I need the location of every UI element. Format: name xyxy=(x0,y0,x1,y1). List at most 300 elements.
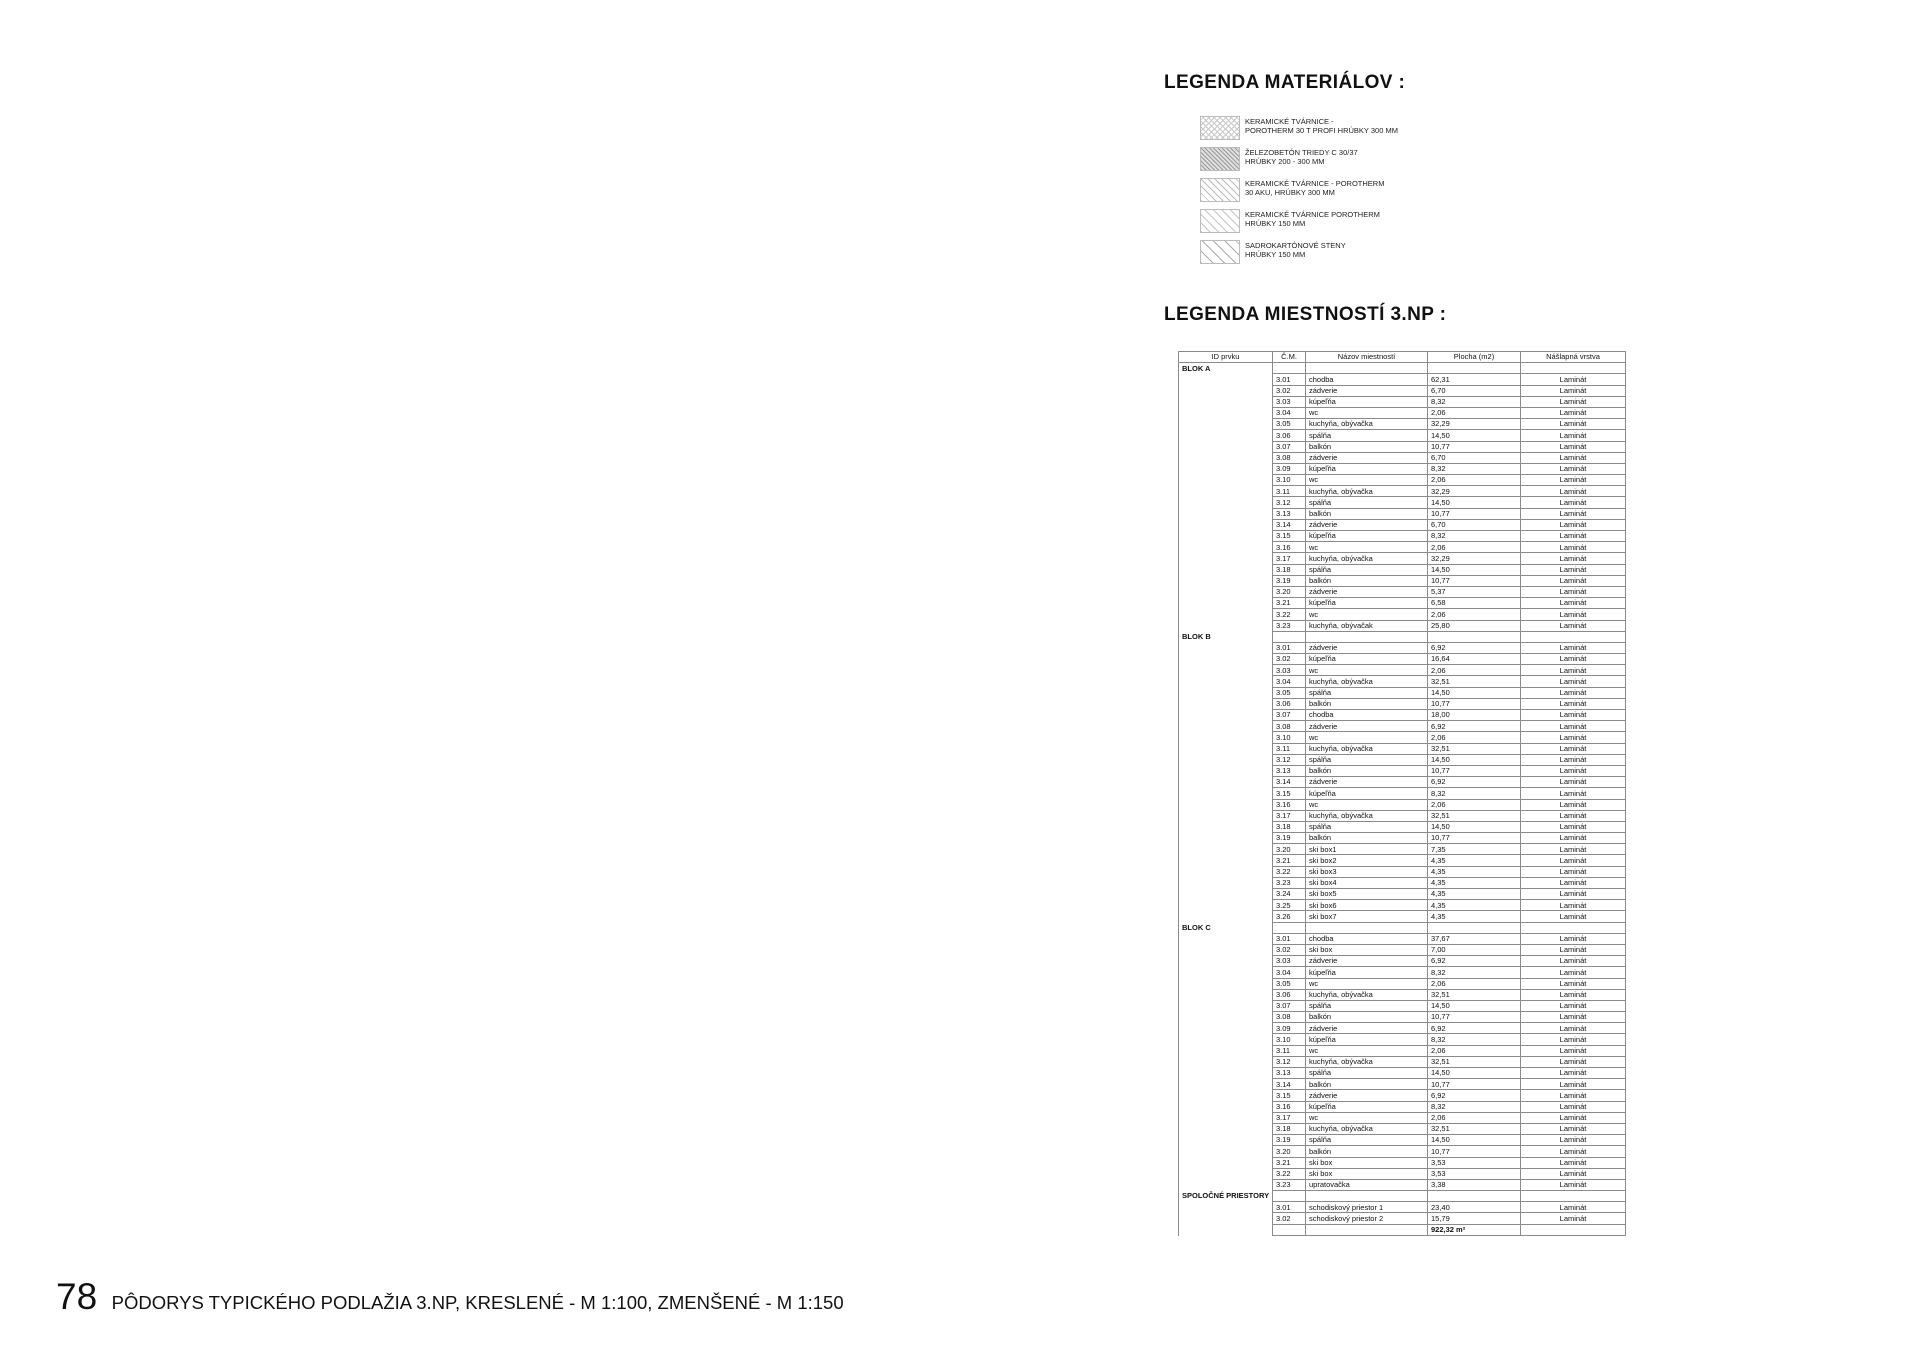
empty-cell xyxy=(1179,452,1273,463)
room-number: 3.01 xyxy=(1273,374,1306,385)
empty-cell xyxy=(1273,631,1306,642)
room-number: 3.02 xyxy=(1273,944,1306,955)
table-row xyxy=(1179,508,1626,519)
room-name: kúpeľňa xyxy=(1306,788,1428,799)
empty-cell xyxy=(1306,1191,1428,1202)
room-floor-layer: Laminát xyxy=(1521,765,1626,776)
room-number: 3.02 xyxy=(1273,1213,1306,1224)
table-row xyxy=(1179,519,1626,530)
room-area: 6,92 xyxy=(1428,777,1521,788)
room-number: 3.12 xyxy=(1273,497,1306,508)
room-number: 3.25 xyxy=(1273,900,1306,911)
table-row xyxy=(1179,620,1626,631)
room-name: ski box7 xyxy=(1306,911,1428,922)
material-legend-item xyxy=(1200,209,1460,240)
room-name: kuchyňa, obývačka xyxy=(1306,553,1428,564)
room-name: ski box3 xyxy=(1306,866,1428,877)
room-floor-layer: Laminát xyxy=(1521,407,1626,418)
room-name: zádverie xyxy=(1306,586,1428,597)
room-floor-layer: Laminát xyxy=(1521,654,1626,665)
room-number: 3.26 xyxy=(1273,911,1306,922)
room-area: 3,53 xyxy=(1428,1168,1521,1179)
room-name: kuchyňa, obývačka xyxy=(1306,743,1428,754)
table-row xyxy=(1179,497,1626,508)
room-area: 8,32 xyxy=(1428,531,1521,542)
material-description-line: ŽELEZOBETÓN TRIEDY C 30/37 xyxy=(1245,148,1358,157)
empty-cell xyxy=(1521,922,1626,933)
table-row xyxy=(1179,743,1626,754)
table-row xyxy=(1179,1068,1626,1079)
rooms-table xyxy=(1178,351,1626,1236)
room-floor-layer: Laminát xyxy=(1521,1000,1626,1011)
room-number: 3.20 xyxy=(1273,586,1306,597)
room-number: 3.19 xyxy=(1273,575,1306,586)
room-floor-layer: Laminát xyxy=(1521,1068,1626,1079)
room-name: kuchyňa, obývačka xyxy=(1306,676,1428,687)
empty-cell xyxy=(1179,799,1273,810)
room-number: 3.22 xyxy=(1273,866,1306,877)
hatch-pattern-swatch xyxy=(1200,240,1240,264)
empty-cell xyxy=(1179,419,1273,430)
room-floor-layer: Laminát xyxy=(1521,821,1626,832)
empty-cell xyxy=(1179,519,1273,530)
table-row xyxy=(1179,654,1626,665)
room-name: kuchyňa, obývačka xyxy=(1306,419,1428,430)
room-area: 32,29 xyxy=(1428,486,1521,497)
room-floor-layer: Laminát xyxy=(1521,911,1626,922)
empty-cell xyxy=(1179,1068,1273,1079)
table-row xyxy=(1179,1045,1626,1056)
room-floor-layer: Laminát xyxy=(1521,1112,1626,1123)
block-header-row xyxy=(1179,922,1626,933)
room-floor-layer: Laminát xyxy=(1521,754,1626,765)
table-row xyxy=(1179,1012,1626,1023)
room-area: 62,31 xyxy=(1428,374,1521,385)
empty-cell xyxy=(1179,598,1273,609)
empty-cell xyxy=(1179,430,1273,441)
room-name: chodba xyxy=(1306,374,1428,385)
table-row xyxy=(1179,1079,1626,1090)
block-name: SPOLOČNÉ PRIESTORY xyxy=(1179,1191,1273,1202)
room-number: 3.19 xyxy=(1273,833,1306,844)
room-number: 3.20 xyxy=(1273,1146,1306,1157)
room-number: 3.18 xyxy=(1273,821,1306,832)
total-area: 922,32 m² xyxy=(1428,1224,1521,1235)
room-area: 10,77 xyxy=(1428,441,1521,452)
empty-cell xyxy=(1179,497,1273,508)
room-number: 3.23 xyxy=(1273,877,1306,888)
room-floor-layer: Laminát xyxy=(1521,900,1626,911)
room-number: 3.09 xyxy=(1273,463,1306,474)
empty-cell xyxy=(1179,743,1273,754)
table-row xyxy=(1179,788,1626,799)
hatch-pattern-swatch xyxy=(1200,147,1240,171)
room-area: 7,00 xyxy=(1428,944,1521,955)
empty-cell xyxy=(1179,956,1273,967)
room-area: 32,51 xyxy=(1428,1123,1521,1134)
table-row xyxy=(1179,967,1626,978)
room-area: 8,32 xyxy=(1428,788,1521,799)
table-row xyxy=(1179,900,1626,911)
materials-legend-heading: LEGENDA MATERIÁLOV : xyxy=(1164,72,1406,93)
room-name: wc xyxy=(1306,407,1428,418)
empty-cell xyxy=(1179,732,1273,743)
room-number: 3.13 xyxy=(1273,765,1306,776)
table-row xyxy=(1179,1101,1626,1112)
empty-cell xyxy=(1179,855,1273,866)
empty-cell xyxy=(1179,1224,1273,1235)
rooms-table-body xyxy=(1179,363,1626,1236)
room-area: 2,06 xyxy=(1428,609,1521,620)
room-floor-layer: Laminát xyxy=(1521,452,1626,463)
table-row xyxy=(1179,441,1626,452)
room-number: 3.08 xyxy=(1273,721,1306,732)
table-row xyxy=(1179,721,1626,732)
empty-cell xyxy=(1179,821,1273,832)
empty-cell xyxy=(1179,810,1273,821)
room-name: ski box1 xyxy=(1306,844,1428,855)
room-floor-layer: Laminát xyxy=(1521,385,1626,396)
table-row xyxy=(1179,911,1626,922)
room-area: 2,06 xyxy=(1428,407,1521,418)
room-floor-layer: Laminát xyxy=(1521,1034,1626,1045)
table-row xyxy=(1179,956,1626,967)
room-area: 6,70 xyxy=(1428,519,1521,530)
room-area: 10,77 xyxy=(1428,765,1521,776)
column-header-id: ID prvku xyxy=(1179,352,1273,363)
room-name: wc xyxy=(1306,978,1428,989)
room-name: kuchyňa, obývačka xyxy=(1306,486,1428,497)
room-number: 3.18 xyxy=(1273,1123,1306,1134)
room-floor-layer: Laminát xyxy=(1521,620,1626,631)
room-name: balkón xyxy=(1306,1012,1428,1023)
room-floor-layer: Laminát xyxy=(1521,497,1626,508)
room-floor-layer: Laminát xyxy=(1521,833,1626,844)
room-name: ski box xyxy=(1306,1168,1428,1179)
room-floor-layer: Laminát xyxy=(1521,430,1626,441)
table-row xyxy=(1179,676,1626,687)
room-name: balkón xyxy=(1306,698,1428,709)
room-area: 10,77 xyxy=(1428,698,1521,709)
empty-cell xyxy=(1179,374,1273,385)
room-area: 14,50 xyxy=(1428,497,1521,508)
room-name: kúpeľňa xyxy=(1306,654,1428,665)
room-area: 5,37 xyxy=(1428,586,1521,597)
material-legend-item xyxy=(1200,116,1460,147)
room-area: 8,32 xyxy=(1428,967,1521,978)
room-number: 3.14 xyxy=(1273,1079,1306,1090)
room-area: 14,50 xyxy=(1428,1135,1521,1146)
hatch-pattern-swatch xyxy=(1200,116,1240,140)
room-floor-layer: Laminát xyxy=(1521,519,1626,530)
empty-cell xyxy=(1179,1123,1273,1134)
room-name: wc xyxy=(1306,799,1428,810)
room-name: kúpeľňa xyxy=(1306,1034,1428,1045)
empty-cell xyxy=(1179,385,1273,396)
table-row xyxy=(1179,407,1626,418)
room-name: ski box2 xyxy=(1306,855,1428,866)
room-floor-layer: Laminát xyxy=(1521,978,1626,989)
room-name: zádverie xyxy=(1306,452,1428,463)
room-number: 3.20 xyxy=(1273,844,1306,855)
room-number: 3.17 xyxy=(1273,553,1306,564)
room-number: 3.05 xyxy=(1273,978,1306,989)
room-name: wc xyxy=(1306,1112,1428,1123)
empty-cell xyxy=(1179,1135,1273,1146)
room-number: 3.11 xyxy=(1273,486,1306,497)
room-number: 3.16 xyxy=(1273,542,1306,553)
empty-cell xyxy=(1179,777,1273,788)
empty-cell xyxy=(1179,933,1273,944)
total-row xyxy=(1179,1224,1626,1235)
empty-cell xyxy=(1179,687,1273,698)
empty-cell xyxy=(1179,508,1273,519)
empty-cell xyxy=(1521,1224,1626,1235)
room-floor-layer: Laminát xyxy=(1521,1079,1626,1090)
material-description xyxy=(1245,240,1346,259)
table-row xyxy=(1179,1023,1626,1034)
empty-cell xyxy=(1179,396,1273,407)
room-floor-layer: Laminát xyxy=(1521,777,1626,788)
block-header-row xyxy=(1179,363,1626,374)
room-floor-layer: Laminát xyxy=(1521,374,1626,385)
room-number: 3.07 xyxy=(1273,441,1306,452)
room-name: spálňa xyxy=(1306,564,1428,575)
column-header-room-name: Názov miestností xyxy=(1306,352,1428,363)
room-number: 3.16 xyxy=(1273,799,1306,810)
room-area: 32,51 xyxy=(1428,676,1521,687)
room-floor-layer: Laminát xyxy=(1521,586,1626,597)
room-number: 3.24 xyxy=(1273,889,1306,900)
room-area: 7,35 xyxy=(1428,844,1521,855)
room-name: spálňa xyxy=(1306,821,1428,832)
room-area: 2,06 xyxy=(1428,542,1521,553)
table-row xyxy=(1179,463,1626,474)
empty-cell xyxy=(1273,1191,1306,1202)
table-row xyxy=(1179,553,1626,564)
room-floor-layer: Laminát xyxy=(1521,889,1626,900)
room-area: 10,77 xyxy=(1428,575,1521,586)
empty-cell xyxy=(1179,1023,1273,1034)
room-number: 3.23 xyxy=(1273,1179,1306,1190)
room-name: kúpeľňa xyxy=(1306,396,1428,407)
material-description-line: HRÚBKY 200 - 300 MM xyxy=(1245,157,1325,166)
room-area: 6,92 xyxy=(1428,956,1521,967)
room-floor-layer: Laminát xyxy=(1521,732,1626,743)
room-number: 3.17 xyxy=(1273,810,1306,821)
room-name: balkón xyxy=(1306,765,1428,776)
room-number: 3.11 xyxy=(1273,1045,1306,1056)
table-row xyxy=(1179,1146,1626,1157)
room-name: wc xyxy=(1306,732,1428,743)
empty-cell xyxy=(1428,1191,1521,1202)
room-number: 3.03 xyxy=(1273,956,1306,967)
room-name: kúpeľňa xyxy=(1306,1101,1428,1112)
table-row xyxy=(1179,1168,1626,1179)
room-floor-layer: Laminát xyxy=(1521,1023,1626,1034)
empty-cell xyxy=(1179,1112,1273,1123)
column-header-area: Plocha (m2) xyxy=(1428,352,1521,363)
room-number: 3.21 xyxy=(1273,598,1306,609)
room-number: 3.10 xyxy=(1273,475,1306,486)
empty-cell xyxy=(1179,765,1273,776)
room-area: 2,06 xyxy=(1428,799,1521,810)
room-name: balkón xyxy=(1306,508,1428,519)
empty-cell xyxy=(1521,1191,1626,1202)
room-area: 37,67 xyxy=(1428,933,1521,944)
room-floor-layer: Laminát xyxy=(1521,1012,1626,1023)
room-number: 3.07 xyxy=(1273,710,1306,721)
empty-cell xyxy=(1179,900,1273,911)
room-name: balkón xyxy=(1306,1079,1428,1090)
room-name: kúpeľňa xyxy=(1306,967,1428,978)
room-name: zádverie xyxy=(1306,1090,1428,1101)
room-area: 6,92 xyxy=(1428,1090,1521,1101)
table-row xyxy=(1179,642,1626,653)
empty-cell xyxy=(1179,665,1273,676)
empty-cell xyxy=(1179,698,1273,709)
empty-cell xyxy=(1179,676,1273,687)
room-name: spálňa xyxy=(1306,754,1428,765)
room-area: 8,32 xyxy=(1428,396,1521,407)
empty-cell xyxy=(1179,844,1273,855)
room-floor-layer: Laminát xyxy=(1521,486,1626,497)
room-name: balkón xyxy=(1306,833,1428,844)
empty-cell xyxy=(1179,978,1273,989)
room-floor-layer: Laminát xyxy=(1521,475,1626,486)
empty-cell xyxy=(1179,944,1273,955)
room-floor-layer: Laminát xyxy=(1521,609,1626,620)
room-area: 3,53 xyxy=(1428,1157,1521,1168)
room-area: 32,51 xyxy=(1428,989,1521,1000)
material-description xyxy=(1245,209,1380,228)
table-row xyxy=(1179,1112,1626,1123)
room-number: 3.10 xyxy=(1273,1034,1306,1045)
room-name: upratovačka xyxy=(1306,1179,1428,1190)
room-floor-layer: Laminát xyxy=(1521,1123,1626,1134)
empty-cell xyxy=(1179,754,1273,765)
room-name: spálňa xyxy=(1306,497,1428,508)
room-number: 3.07 xyxy=(1273,1000,1306,1011)
table-row xyxy=(1179,396,1626,407)
empty-cell xyxy=(1179,989,1273,1000)
empty-cell xyxy=(1306,922,1428,933)
room-number: 3.02 xyxy=(1273,654,1306,665)
room-floor-layer: Laminát xyxy=(1521,743,1626,754)
room-number: 3.10 xyxy=(1273,732,1306,743)
room-name: ski box xyxy=(1306,1157,1428,1168)
room-area: 32,51 xyxy=(1428,743,1521,754)
room-name: ski box xyxy=(1306,944,1428,955)
room-number: 3.04 xyxy=(1273,407,1306,418)
room-floor-layer: Laminát xyxy=(1521,1101,1626,1112)
room-area: 25,80 xyxy=(1428,620,1521,631)
room-area: 8,32 xyxy=(1428,463,1521,474)
room-floor-layer: Laminát xyxy=(1521,396,1626,407)
room-name: zádverie xyxy=(1306,519,1428,530)
material-legend-item xyxy=(1200,240,1460,271)
table-row xyxy=(1179,978,1626,989)
room-number: 3.17 xyxy=(1273,1112,1306,1123)
room-name: kúpeľňa xyxy=(1306,598,1428,609)
room-area: 4,35 xyxy=(1428,889,1521,900)
room-number: 3.16 xyxy=(1273,1101,1306,1112)
block-name: BLOK B xyxy=(1179,631,1273,642)
table-row xyxy=(1179,1157,1626,1168)
table-row xyxy=(1179,1213,1626,1224)
drawing-caption xyxy=(56,1276,844,1318)
empty-cell xyxy=(1179,475,1273,486)
room-floor-layer: Laminát xyxy=(1521,855,1626,866)
material-legend-item xyxy=(1200,178,1460,209)
room-number: 3.04 xyxy=(1273,676,1306,687)
room-floor-layer: Laminát xyxy=(1521,989,1626,1000)
material-legend-item xyxy=(1200,147,1460,178)
material-description-line: 30 AKU, HRÚBKY 300 MM xyxy=(1245,188,1335,197)
empty-cell xyxy=(1428,922,1521,933)
column-header-room-number: Č.M. xyxy=(1273,352,1306,363)
room-name: wc xyxy=(1306,665,1428,676)
material-description-line: HRÚBKY 150 MM xyxy=(1245,250,1306,259)
empty-cell xyxy=(1179,531,1273,542)
table-row xyxy=(1179,385,1626,396)
table-row xyxy=(1179,765,1626,776)
room-name: schodiskový priestor 1 xyxy=(1306,1202,1428,1213)
empty-cell xyxy=(1428,631,1521,642)
table-row xyxy=(1179,374,1626,385)
room-floor-layer: Laminát xyxy=(1521,419,1626,430)
room-number: 3.11 xyxy=(1273,743,1306,754)
table-row xyxy=(1179,665,1626,676)
room-floor-layer: Laminát xyxy=(1521,463,1626,474)
room-floor-layer: Laminát xyxy=(1521,967,1626,978)
room-number: 3.03 xyxy=(1273,396,1306,407)
room-name: ski box4 xyxy=(1306,877,1428,888)
room-name: schodiskový priestor 2 xyxy=(1306,1213,1428,1224)
table-row xyxy=(1179,1135,1626,1146)
room-name: balkón xyxy=(1306,441,1428,452)
table-row xyxy=(1179,542,1626,553)
table-row xyxy=(1179,531,1626,542)
room-floor-layer: Laminát xyxy=(1521,642,1626,653)
room-floor-layer: Laminát xyxy=(1521,866,1626,877)
empty-cell xyxy=(1273,363,1306,374)
room-number: 3.08 xyxy=(1273,1012,1306,1023)
room-area: 16,64 xyxy=(1428,654,1521,665)
room-number: 3.06 xyxy=(1273,430,1306,441)
room-number: 3.01 xyxy=(1273,933,1306,944)
room-number: 3.14 xyxy=(1273,519,1306,530)
empty-cell xyxy=(1306,1224,1428,1235)
table-row xyxy=(1179,687,1626,698)
room-number: 3.22 xyxy=(1273,1168,1306,1179)
material-description-line: SADROKARTÓNOVÉ STENY xyxy=(1245,241,1346,250)
room-area: 8,32 xyxy=(1428,1101,1521,1112)
table-row xyxy=(1179,844,1626,855)
room-floor-layer: Laminát xyxy=(1521,575,1626,586)
room-number: 3.06 xyxy=(1273,698,1306,709)
material-description-line: POROTHERM 30 T PROFI HRÚBKY 300 MM xyxy=(1245,126,1398,135)
room-floor-layer: Laminát xyxy=(1521,1202,1626,1213)
room-floor-layer: Laminát xyxy=(1521,698,1626,709)
empty-cell xyxy=(1428,363,1521,374)
room-area: 10,77 xyxy=(1428,1146,1521,1157)
room-number: 3.04 xyxy=(1273,967,1306,978)
hatch-pattern-swatch xyxy=(1200,178,1240,202)
empty-cell xyxy=(1306,363,1428,374)
room-number: 3.12 xyxy=(1273,754,1306,765)
empty-cell xyxy=(1179,1079,1273,1090)
